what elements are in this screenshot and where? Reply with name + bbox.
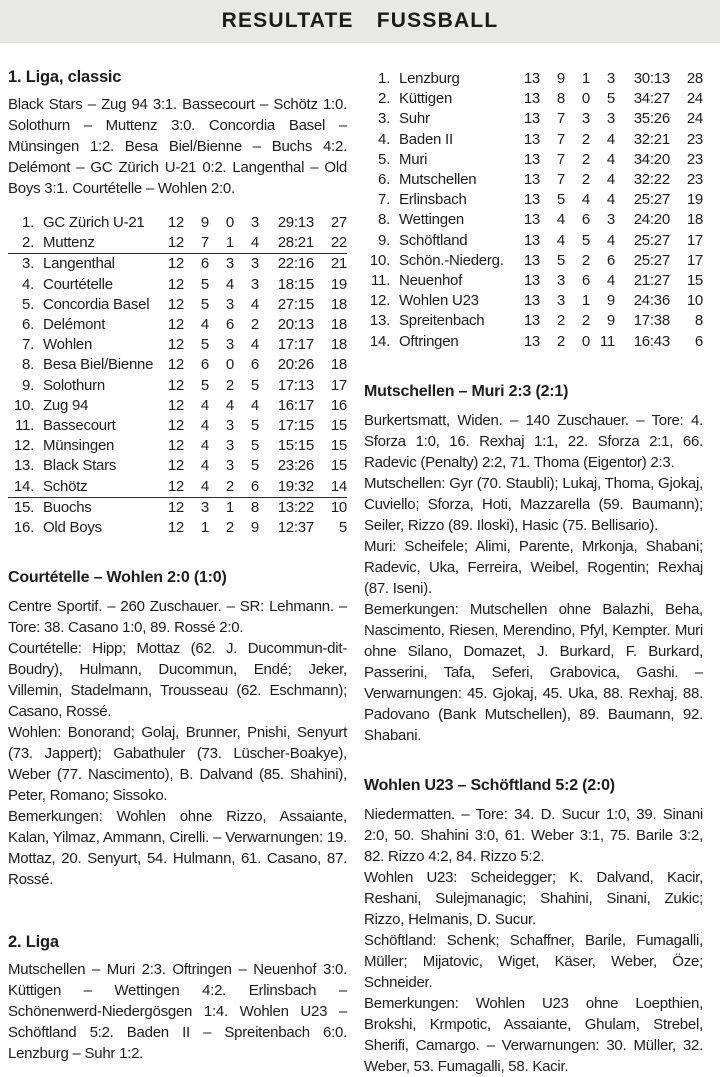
cell-points: 8 — [694, 312, 703, 330]
cell-games: 12 — [167, 255, 184, 273]
cell-points: 21 — [330, 255, 347, 273]
cell-wins: 5 — [556, 251, 565, 269]
cell-draws: 1 — [581, 292, 590, 310]
cell-team: Wettingen — [399, 211, 465, 229]
cell-draws: 3 — [225, 417, 234, 435]
cell-losses: 5 — [250, 437, 259, 455]
cell-losses: 4 — [606, 150, 615, 168]
cell-losses: 3 — [606, 211, 615, 229]
cell-losses: 3 — [250, 255, 259, 273]
cell-wins: 5 — [200, 275, 209, 293]
cell-wins: 7 — [556, 171, 565, 189]
cell-rank: 8. — [21, 356, 34, 374]
cell-team: Delémont — [43, 316, 106, 334]
cell-games: 12 — [167, 214, 184, 231]
cell-team: Baden II — [399, 130, 453, 148]
cell-points: 23 — [686, 171, 703, 189]
cell-wins: 4 — [200, 316, 209, 334]
cell-points: 15 — [330, 417, 347, 435]
cell-losses: 5 — [250, 457, 259, 475]
cell-rank: 3. — [377, 110, 390, 128]
cell-wins: 9 — [556, 70, 565, 87]
cell-losses: 5 — [250, 417, 259, 435]
cell-games: 12 — [167, 477, 184, 495]
cell-wins: 9 — [200, 214, 209, 231]
cell-points: 10 — [686, 292, 703, 310]
report-paragraph: Schöftland: Schenk; Schaffner, Barile, Fumagalli, Müller; Mijatovic, Wiget, Käser, Weber, Öze; Schneider. — [364, 931, 703, 991]
cell-points: 15 — [686, 272, 703, 290]
cell-rank: 6. — [377, 171, 390, 189]
cell-goals: 16:43 — [633, 332, 670, 350]
table-row — [8, 456, 347, 476]
cell-points: 16 — [330, 396, 347, 414]
cell-losses: 5 — [250, 376, 259, 394]
cell-games: 13 — [523, 231, 540, 249]
cell-team: Wohlen — [43, 336, 93, 354]
cell-wins: 6 — [200, 356, 209, 374]
cell-games: 13 — [523, 130, 540, 148]
cell-rank: 9. — [21, 376, 34, 394]
cell-losses: 4 — [606, 272, 615, 290]
table-row — [364, 190, 703, 210]
cell-team: Courtételle — [43, 275, 113, 293]
cell-goals: 18:15 — [277, 275, 314, 293]
section-heading-1liga: 1. Liga, classic — [8, 68, 122, 86]
report-paragraph: Mutschellen: Gyr (70. Staubli); Lukaj, Thoma, Gjokaj, Cuviello; Sforza, Hoti, Mazzarella (59. Baumann); Seiler, Rizzo (89. Iloski), Hasic (75. Bellisario). — [364, 474, 703, 534]
cell-goals: 17:38 — [633, 312, 670, 330]
cell-goals: 24:36 — [633, 292, 670, 310]
report-paragraph: Niedermatten. – Tore: 34. D. Sucur 1:0, 39. Sinani 2:0, 50. Shahini 3:0, 61. Weber 3:1, 75. Barile 3:2, 82. Rizzo 4:2, 84. Rizzo 5:2. — [364, 805, 703, 865]
cell-rank: 13. — [369, 312, 390, 330]
cell-points: 19 — [330, 275, 347, 293]
cell-draws: 2 — [225, 519, 234, 537]
cell-draws: 6 — [581, 272, 590, 290]
cell-draws: 0 — [225, 214, 234, 231]
cell-draws: 0 — [225, 356, 234, 374]
cell-team: Zug 94 — [43, 396, 89, 414]
cell-draws: 0 — [581, 90, 590, 108]
cell-wins: 5 — [200, 376, 209, 394]
cell-goals: 34:20 — [633, 150, 670, 168]
cell-team: Black Stars — [43, 457, 117, 475]
cell-rank: 13. — [13, 457, 34, 475]
cell-points: 19 — [686, 191, 703, 209]
cell-points: 17 — [686, 231, 703, 249]
cell-games: 13 — [523, 211, 540, 229]
standings-table-1liga — [8, 213, 347, 538]
cell-games: 12 — [167, 457, 184, 475]
cell-team: Concordia Basel — [43, 295, 150, 313]
cell-points: 14 — [330, 477, 347, 495]
match-heading-mutschellen-muri: Mutschellen – Muri 2:3 (2:1) — [364, 382, 569, 400]
cell-goals: 30:13 — [633, 70, 670, 87]
cell-goals: 24:20 — [633, 211, 670, 229]
cell-draws: 2 — [581, 312, 590, 330]
cell-games: 12 — [167, 336, 184, 354]
cell-draws: 2 — [581, 251, 590, 269]
cell-team: Old Boys — [43, 519, 102, 537]
cell-wins: 4 — [200, 477, 209, 495]
cell-goals: 17:15 — [277, 417, 314, 435]
cell-losses: 8 — [250, 498, 259, 516]
cell-rank: 12. — [369, 292, 390, 310]
cell-points: 18 — [330, 356, 347, 374]
cell-rank: 12. — [13, 437, 34, 455]
cell-points: 10 — [330, 498, 347, 516]
cell-wins: 5 — [556, 191, 565, 209]
cell-wins: 7 — [556, 110, 565, 128]
cell-wins: 4 — [200, 396, 209, 414]
cell-rank: 14. — [13, 477, 34, 495]
report-paragraph: Bemerkungen: Wohlen ohne Rizzo, Assaiante, Kalan, Yilmaz, Ammann, Cirelli. – Verwarnungen: 19. Mottaz, 20. Senyurt, 54. Hulmann, 61. Casano, 87. Rossé. — [8, 808, 347, 889]
cell-points: 23 — [686, 150, 703, 168]
report-paragraph: Burkertsmatt, Widen. – 140 Zuschauer. – Tore: 4. Sforza 1:0, 16. Rexhaj 1:1, 22. Sforza 2:1, 66. Radevic (Penalty) 2:2, 71. Thoma (Eigentor) 2:3. — [364, 411, 703, 471]
cell-rank: 4. — [377, 130, 390, 148]
cell-rank: 5. — [21, 295, 34, 313]
cell-team: Buochs — [43, 498, 92, 516]
cell-draws: 3 — [225, 437, 234, 455]
cell-wins: 4 — [200, 437, 209, 455]
cell-losses: 5 — [606, 90, 615, 108]
table-row — [364, 251, 703, 271]
cell-rank: 10. — [369, 251, 390, 269]
cell-rank: 15. — [13, 498, 34, 516]
match-heading-wohlenu23-schoeftland: Wohlen U23 – Schöftland 5:2 (2:0) — [364, 776, 615, 794]
table-row — [364, 109, 703, 129]
cell-wins: 4 — [556, 231, 565, 249]
cell-goals: 15:15 — [277, 437, 314, 455]
cell-rank: 11. — [371, 272, 390, 290]
cell-draws: 3 — [225, 336, 234, 354]
cell-points: 17 — [686, 251, 703, 269]
match-report-wohlenu23-schoeftland — [364, 804, 703, 1077]
content-columns — [0, 43, 720, 1077]
cell-games: 13 — [523, 251, 540, 269]
cell-goals: 19:32 — [277, 477, 314, 495]
cell-team: Oftringen — [399, 332, 459, 350]
cell-games: 13 — [523, 332, 540, 350]
table-row — [8, 396, 347, 416]
table-row — [8, 213, 347, 233]
cell-games: 13 — [523, 90, 540, 108]
cell-losses: 9 — [250, 519, 259, 537]
header-bar — [0, 0, 720, 43]
cell-team: Schön.-Niederg. — [399, 251, 504, 269]
cell-rank: 5. — [377, 150, 390, 168]
cell-wins: 3 — [200, 498, 209, 516]
table-row — [8, 315, 347, 335]
cell-goals: 32:22 — [633, 171, 670, 189]
cell-draws: 4 — [225, 275, 234, 293]
cell-losses: 3 — [250, 275, 259, 293]
cell-goals: 28:21 — [277, 234, 314, 252]
cell-team: Solothurn — [43, 376, 105, 394]
cell-losses: 4 — [606, 231, 615, 249]
cell-games: 13 — [523, 191, 540, 209]
cell-losses: 3 — [606, 110, 615, 128]
cell-games: 13 — [523, 171, 540, 189]
table-row — [364, 69, 703, 89]
cell-rank: 2. — [377, 90, 390, 108]
cell-losses: 3 — [250, 214, 259, 231]
report-paragraph: Courtételle: Hipp; Mottaz (62. J. Ducommun-dit-Boudry), Hulmann, Ducommun, Endé; Jeker, Villemin, Stadelmann, Trousseau (62. Eschmann); Casano, Rossé. — [8, 640, 347, 721]
cell-draws: 6 — [225, 316, 234, 334]
cell-games: 12 — [167, 275, 184, 293]
cell-goals: 25:27 — [633, 191, 670, 209]
table-row — [364, 170, 703, 190]
cell-rank: 6. — [21, 316, 34, 334]
cell-games: 12 — [167, 417, 184, 435]
cell-draws: 3 — [225, 457, 234, 475]
cell-team: GC Zürich U-21 — [43, 214, 145, 231]
cell-points: 24 — [686, 110, 703, 128]
cell-losses: 4 — [606, 171, 615, 189]
table-row — [364, 210, 703, 230]
report-paragraph: Wohlen: Bonorand; Golaj, Brunner, Pnishi, Senyurt (73. Jappert); Gabathuler (73. Lüscher-Boakye), Weber (77. Nascimento), B. Dalvand (85. Shahini), Peter, Romano; Sissoko. — [8, 724, 347, 805]
match-report-courtetelle-wohlen — [8, 596, 347, 890]
cell-wins: 3 — [556, 292, 565, 310]
cell-goals: 13:22 — [277, 498, 314, 516]
cell-rank: 2. — [21, 234, 34, 252]
cell-points: 22 — [330, 234, 347, 252]
cell-draws: 3 — [581, 110, 590, 128]
report-paragraph: Wohlen U23: Scheidegger; K. Dalvand, Kacir, Reshani, Sulejmanagic; Shahini, Sinani, Zukic; Rizzo, Helmanis, D. Sucur. — [364, 868, 703, 928]
cell-games: 12 — [167, 316, 184, 334]
right-column — [364, 67, 703, 1077]
table-row — [364, 89, 703, 109]
table-row — [364, 332, 703, 352]
cell-team: Muttenz — [43, 234, 95, 252]
cell-losses: 4 — [250, 295, 259, 313]
table-row — [364, 130, 703, 150]
table-row — [8, 335, 347, 355]
cell-team: Bassecourt — [43, 417, 116, 435]
cell-games: 12 — [167, 356, 184, 374]
cell-wins: 8 — [556, 90, 565, 108]
cell-points: 27 — [330, 214, 347, 231]
section-heading-2liga: 2. Liga — [8, 933, 59, 952]
cell-losses: 3 — [606, 70, 615, 87]
table-row — [8, 275, 347, 295]
cell-wins: 2 — [556, 312, 565, 330]
cell-draws: 3 — [225, 295, 234, 313]
cell-goals: 12:37 — [277, 519, 314, 537]
cell-draws: 4 — [225, 396, 234, 414]
cell-points: 24 — [686, 90, 703, 108]
cell-wins: 2 — [556, 332, 565, 350]
table-row — [8, 355, 347, 375]
cell-team: Suhr — [399, 110, 430, 128]
cell-draws: 1 — [581, 70, 590, 87]
cell-goals: 17:13 — [277, 376, 314, 394]
cell-team: Wohlen U23 — [399, 292, 479, 310]
cell-games: 12 — [167, 519, 184, 537]
cell-wins: 7 — [556, 130, 565, 148]
cell-rank: 9. — [377, 231, 390, 249]
cell-losses: 4 — [606, 191, 615, 209]
cell-losses: 4 — [250, 336, 259, 354]
cell-wins: 4 — [200, 417, 209, 435]
table-row — [364, 150, 703, 170]
cell-points: 28 — [686, 70, 703, 87]
cell-games: 13 — [523, 70, 540, 87]
cell-rank: 1. — [377, 70, 390, 87]
cell-draws: 2 — [581, 171, 590, 189]
cell-goals: 17:17 — [277, 336, 314, 354]
cell-goals: 27:15 — [277, 295, 314, 313]
report-paragraph: Centre Sportif. – 260 Zuschauer. – SR: Lehmann. – Tore: 38. Casano 1:0, 89. Rossé 2:0. — [8, 598, 347, 637]
cell-team: Mutschellen — [399, 171, 477, 189]
cell-points: 18 — [330, 336, 347, 354]
cell-points: 18 — [330, 316, 347, 334]
cell-rank: 14. — [369, 332, 390, 350]
cell-games: 13 — [523, 312, 540, 330]
cell-draws: 2 — [581, 150, 590, 168]
cell-draws: 1 — [225, 234, 234, 252]
table-row — [8, 416, 347, 436]
cell-losses: 11 — [599, 332, 615, 350]
cell-goals: 25:27 — [633, 251, 670, 269]
cell-points: 23 — [686, 130, 703, 148]
cell-team: Neuenhof — [399, 272, 463, 290]
cell-team: Küttigen — [399, 90, 453, 108]
cell-draws: 3 — [225, 255, 234, 273]
page-title: RESULTATE FUSSBALL — [221, 9, 499, 32]
cell-losses: 9 — [606, 292, 615, 310]
cell-goals: 20:13 — [277, 316, 314, 334]
cell-losses: 6 — [250, 356, 259, 374]
report-paragraph: Bemerkungen: Wohlen U23 ohne Loepthien, Brokshi, Krmpotic, Assaiante, Ghulam, Strebel, Sherifi, Camargo. – Verwarnungen: 30. Müller, 32. Weber, 53. Fumagalli, 58. Kacir. — [364, 994, 703, 1075]
table-row — [8, 295, 347, 315]
cell-points: 5 — [338, 519, 347, 537]
cell-rank: 8. — [377, 211, 390, 229]
cell-losses: 6 — [250, 477, 259, 495]
cell-wins: 4 — [556, 211, 565, 229]
cell-goals: 21:27 — [633, 272, 670, 290]
cell-team: Lenzburg — [399, 70, 460, 87]
cell-losses: 6 — [606, 251, 615, 269]
table-row — [8, 477, 347, 498]
cell-points: 17 — [330, 376, 347, 394]
cell-rank: 1. — [21, 214, 34, 231]
cell-wins: 7 — [200, 234, 209, 252]
cell-points: 18 — [686, 211, 703, 229]
cell-draws: 4 — [581, 191, 590, 209]
cell-rank: 10. — [13, 396, 34, 414]
cell-losses: 4 — [250, 234, 259, 252]
match-report-mutschellen-muri — [364, 410, 703, 746]
cell-team: Spreitenbach — [399, 312, 485, 330]
cell-goals: 16:17 — [277, 396, 314, 414]
cell-points: 15 — [330, 437, 347, 455]
table-row — [8, 498, 347, 518]
table-row — [8, 233, 347, 254]
cell-goals: 32:21 — [633, 130, 670, 148]
cell-wins: 1 — [200, 519, 209, 537]
cell-rank: 16. — [13, 519, 34, 537]
cell-games: 12 — [167, 437, 184, 455]
cell-points: 6 — [694, 332, 703, 350]
cell-team: Münsingen — [43, 437, 115, 455]
match-heading-courtetelle-wohlen: Courtételle – Wohlen 2:0 (1:0) — [8, 569, 227, 587]
cell-team: Schötz — [43, 477, 88, 495]
table-row — [8, 254, 347, 274]
cell-draws: 5 — [581, 231, 590, 249]
cell-team: Muri — [399, 150, 428, 168]
results-paragraph-2liga: Mutschellen – Muri 2:3. Oftringen – Neuenhof 3:0. Küttigen – Wettingen 4:2. Erlinsbach – Schönenwerd-Niedergösgen 1:4. Wohlen U23 – Schöftland 5:2. Baden II – Spreitenbach 6:0. Lenzburg – Suhr 1:2. — [8, 961, 347, 1063]
cell-goals: 25:27 — [633, 231, 670, 249]
cell-wins: 5 — [200, 295, 209, 313]
cell-goals: 29:13 — [277, 214, 314, 231]
cell-rank: 11. — [15, 417, 34, 435]
cell-rank: 4. — [21, 275, 34, 293]
cell-draws: 2 — [225, 477, 234, 495]
table-row — [364, 311, 703, 331]
cell-losses: 2 — [250, 316, 259, 334]
cell-rank: 7. — [377, 191, 390, 209]
cell-team: Besa Biel/Bienne — [43, 356, 153, 374]
cell-team: Schöftland — [399, 231, 468, 249]
cell-goals: 20:26 — [277, 356, 314, 374]
cell-wins: 4 — [200, 457, 209, 475]
cell-draws: 1 — [225, 498, 234, 516]
cell-team: Langenthal — [43, 255, 115, 273]
cell-losses: 9 — [606, 312, 615, 330]
cell-wins: 3 — [556, 272, 565, 290]
cell-wins: 5 — [200, 336, 209, 354]
table-row — [8, 518, 347, 538]
cell-games: 12 — [167, 396, 184, 414]
cell-games: 13 — [523, 150, 540, 168]
cell-games: 13 — [523, 272, 540, 290]
results-paragraph-1liga: Black Stars – Zug 94 3:1. Bassecourt – Schötz 1:0. Solothurn – Muttenz 3:0. Concordia Basel – Münsingen 1:2. Besa Biel/Bienne – Buchs 4:2. Delémont – GC Zürich U-21 0:2. Langenthal – Old Boys 3:1. Courtételle – Wohlen 2:0. — [8, 96, 347, 197]
cell-wins: 7 — [556, 150, 565, 168]
cell-points: 18 — [330, 295, 347, 313]
cell-draws: 0 — [581, 332, 590, 350]
cell-losses: 4 — [250, 396, 259, 414]
cell-rank: 7. — [21, 336, 34, 354]
table-row — [364, 271, 703, 291]
report-paragraph: Bemerkungen: Mutschellen ohne Balazhi, Beha, Nascimento, Riesen, Merendino, Pfyl, Kempter. Muri ohne Silano, Domazet, J. Burkard, F. Burkard, Passerini, Tafa, Seferi, Grabovica, Gashi. – Verwarnungen: 45. Gjokaj, 45. Uka, 88. Rexhaj, 88. Padovano (Bank Mutschellen), 89. Baumann, 92. Shabani. — [364, 600, 703, 744]
cell-draws: 6 — [581, 211, 590, 229]
cell-games: 12 — [167, 498, 184, 516]
cell-goals: 22:16 — [277, 255, 314, 273]
cell-draws: 2 — [581, 130, 590, 148]
report-paragraph: Muri: Scheifele; Alimi, Parente, Mrkonja, Shabani; Radevic, Uka, Ferreira, Weibel, Rogentin; Rexhaj (87. Iseni). — [364, 537, 703, 597]
table-row — [8, 436, 347, 456]
cell-games: 13 — [523, 110, 540, 128]
standings-table-2liga — [364, 69, 703, 352]
table-row — [8, 376, 347, 396]
cell-goals: 35:26 — [633, 110, 670, 128]
cell-games: 12 — [167, 295, 184, 313]
table-row — [364, 231, 703, 251]
cell-draws: 2 — [225, 376, 234, 394]
cell-games: 13 — [523, 292, 540, 310]
cell-points: 15 — [330, 457, 347, 475]
cell-rank: 3. — [21, 255, 34, 273]
cell-games: 12 — [167, 376, 184, 394]
cell-team: Erlinsbach — [399, 191, 467, 209]
cell-games: 12 — [167, 234, 184, 252]
cell-goals: 34:27 — [633, 90, 670, 108]
cell-losses: 4 — [606, 130, 615, 148]
cell-goals: 23:26 — [277, 457, 314, 475]
left-column — [8, 67, 347, 1077]
cell-wins: 6 — [200, 255, 209, 273]
table-row — [364, 291, 703, 311]
